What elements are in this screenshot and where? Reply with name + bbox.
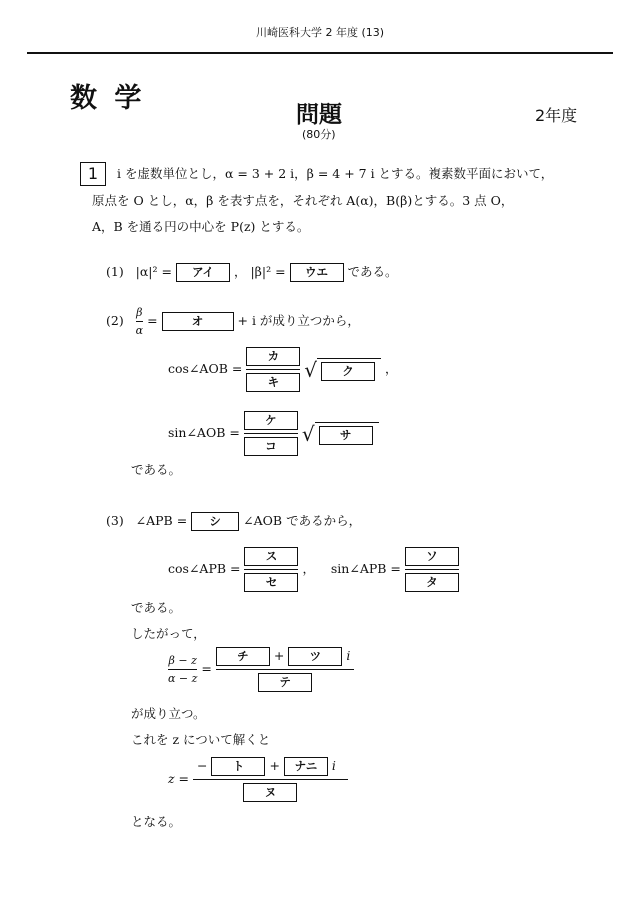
answer-box-te: テ bbox=[258, 673, 312, 692]
answer-box-sa: サ bbox=[319, 426, 373, 445]
cos-lhs: cos∠APB = bbox=[168, 561, 241, 576]
answer-box-o: オ bbox=[162, 312, 234, 331]
header-rule bbox=[27, 52, 613, 54]
running-header: 川崎医科大学 2 年度 (13) bbox=[255, 26, 385, 39]
minus: − bbox=[197, 758, 208, 773]
answer-box-ku: ク bbox=[321, 362, 375, 381]
z-ratio-equation bbox=[168, 646, 354, 693]
text: が成り立つ。 bbox=[131, 706, 206, 721]
part-label: (1) bbox=[106, 264, 124, 279]
frac-den: α − z bbox=[168, 672, 198, 685]
answer-box-ai: アイ bbox=[176, 263, 230, 282]
comma: ， bbox=[385, 361, 398, 376]
text: である。 bbox=[131, 462, 182, 477]
cos-aob: cos∠AOB = $\frac{\text{カ}}{\text{キ}}$ √ ク ， bbox=[168, 346, 398, 393]
imaginary-unit: i bbox=[346, 648, 351, 663]
sin-lhs: sin∠APB = bbox=[330, 561, 401, 576]
answer-box-ue: ウエ bbox=[290, 263, 344, 282]
part-3 bbox=[106, 511, 361, 531]
equals: = bbox=[147, 313, 158, 328]
answer-box-nani: ナニ bbox=[284, 757, 328, 776]
part-label: (2) bbox=[106, 313, 124, 328]
imaginary-unit: i bbox=[331, 758, 336, 773]
answer-box-ke: ケ bbox=[244, 411, 298, 430]
text: これを z について解くと bbox=[131, 732, 271, 747]
answer-box-ko: コ bbox=[244, 437, 298, 456]
z-lhs: z = bbox=[168, 771, 190, 786]
frac-num: β bbox=[136, 306, 143, 319]
part-1 bbox=[106, 262, 398, 282]
text: である。 bbox=[131, 600, 182, 615]
answer-box-nu: ヌ bbox=[243, 783, 297, 802]
year-label: 2年度 bbox=[535, 106, 578, 125]
frac-den: α bbox=[135, 324, 144, 337]
answer-box-ta: タ bbox=[405, 573, 459, 592]
answer-box-shi: シ bbox=[191, 512, 239, 531]
frac-num: β − z bbox=[168, 654, 197, 667]
plus: + bbox=[273, 648, 285, 663]
comma: ， bbox=[302, 561, 315, 576]
text: ∠AOB であるから， bbox=[243, 513, 362, 528]
duration: (80分) bbox=[302, 128, 336, 141]
text: + i が成り立つから， bbox=[237, 313, 360, 328]
sin-aob: sin∠AOB = $\frac{\text{ケ}}{\text{コ}}$ √ サ bbox=[168, 410, 379, 457]
intro-line-1: i を虚数単位とし，α = 3 + 2 i，β = 4 + 7 i とする。複素数平面において， bbox=[117, 166, 554, 181]
answer-box-chi: チ bbox=[216, 647, 270, 666]
z-solution bbox=[168, 756, 348, 803]
separator: ， bbox=[233, 264, 247, 279]
cos-sin-apb bbox=[168, 546, 459, 593]
answer-box-su: ス bbox=[244, 547, 298, 566]
part-label: (3) bbox=[106, 513, 124, 528]
text: となる。 bbox=[131, 814, 182, 829]
answer-box-tsu: ツ bbox=[288, 647, 342, 666]
equals: = bbox=[201, 661, 212, 676]
intro-line-2: 原点を O とし，α，β を表す点を，それぞれ A(α)，B(β)とする。3 点 O， bbox=[92, 193, 514, 208]
answer-box-ki: キ bbox=[246, 373, 300, 392]
plus: + bbox=[269, 758, 280, 773]
page-title: 問題 bbox=[296, 102, 342, 128]
angle-apb: ∠APB = bbox=[135, 513, 188, 528]
abs-alpha-sq: |α|² = bbox=[135, 264, 172, 279]
abs-beta-sq: |β|² = bbox=[250, 264, 286, 279]
sin-lhs: sin∠AOB = bbox=[168, 425, 240, 440]
part-2 bbox=[106, 306, 360, 337]
answer-box-se: セ bbox=[244, 573, 298, 592]
answer-box-to: ト bbox=[211, 757, 265, 776]
text: したがって， bbox=[131, 626, 206, 641]
cos-lhs: cos∠AOB = bbox=[168, 361, 243, 376]
answer-box-ka: カ bbox=[246, 347, 300, 366]
text: である。 bbox=[347, 264, 398, 279]
intro-line-3: A，B を通る円の中心を P(z) とする。 bbox=[92, 219, 310, 234]
subject-title: 数 学 bbox=[70, 83, 146, 114]
answer-box-so: ソ bbox=[405, 547, 459, 566]
problem-number: 1 bbox=[80, 162, 106, 186]
